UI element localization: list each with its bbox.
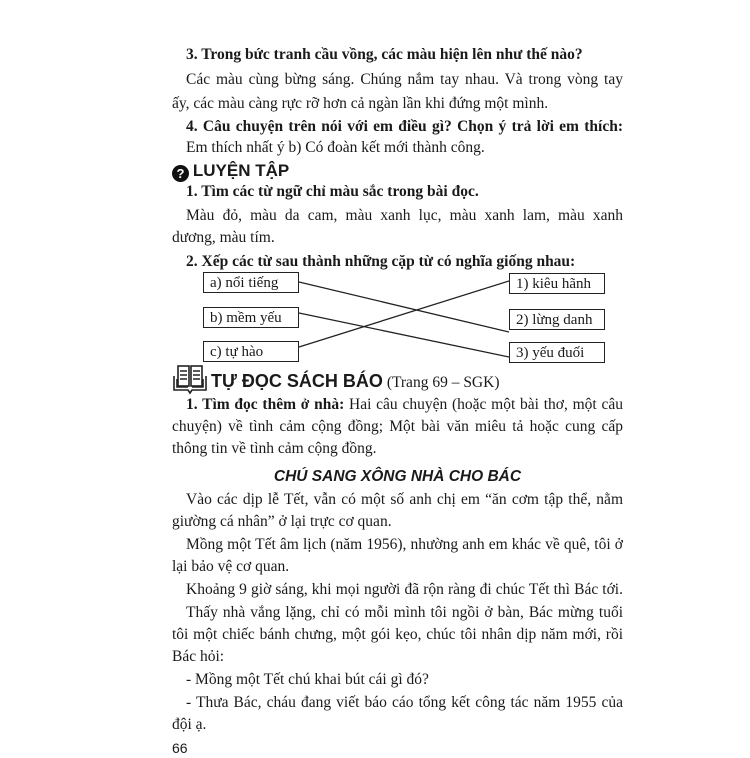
story-line: Bác hỏi: [172,648,225,665]
story-line: đội ạ. [172,716,207,733]
reading-source: (Trang 69 – SGK) [386,374,500,391]
ex1-title: 1. Tìm các từ ngữ chỉ màu sắc trong bài đọc. [186,183,479,200]
story-line: Khoảng 9 giờ sáng, khi mọi người đã rộn ràng đi chúc Tết thì Bác tới. [186,581,623,598]
right-word-box: 1) kiêu hãnh [509,273,605,294]
practice-heading-text: LUYỆN TẬP [192,161,290,180]
reading-heading-text: TỰ ĐỌC SÁCH BÁO [211,371,383,391]
left-word-box: a) nổi tiếng [203,272,299,293]
match-line [299,282,509,332]
match-line [299,281,509,347]
right-word-box: 2) lừng danh [509,309,605,330]
open-book-icon [172,364,208,396]
story-line: Thấy nhà vắng lặng, chỉ có mỗi mình tôi ngồi ở bàn, Bác mừng tuổi [186,604,623,621]
task-text: Hai câu chuyện (hoặc một bài thơ, một câu [344,396,623,413]
story-line: giường cá nhân” ở lại trực cơ quan. [172,513,392,530]
question-circle-icon: ? [172,165,189,182]
q4-answer: Em thích nhất ý b) Có đoàn kết mới thành công. [186,139,485,156]
story-title: CHÚ SANG XÔNG NHÀ CHO BÁC [273,468,522,485]
page-number: 66 [172,740,188,756]
q3-answer-line: Các màu cùng bừng sáng. Chúng nắm tay nhau. Và trong vòng tay [186,71,623,88]
match-line [299,313,509,357]
reading-task-line [172,395,623,415]
right-word-box: 3) yếu đuối [509,342,605,363]
ex2-title: 2. Xếp các từ sau thành những cặp từ có nghĩa giống nhau: [186,253,576,270]
story-line: lại bảo vệ cơ quan. [172,558,290,575]
story-line: - Thưa Bác, cháu đang viết báo cáo tổng kết công tác năm 1955 của [186,694,623,711]
reading-task-line: chuyện) về tình cảm cộng đồng; Một bài văn miêu tả hoặc cung cấp [172,418,623,435]
reading-task-line: thông tin về tình cảm cộng đồng. [172,440,377,457]
left-word-box: c) tự hào [203,341,299,362]
story-line: Vào các dịp lễ Tết, vẫn có một số anh chị em “ăn cơm tập thể, nằm [186,491,623,508]
q4-title: 4. Câu chuyện trên nói với em điều gì? Chọn ý trả lời em thích: [186,118,623,135]
story-line: - Mồng một Tết chú khai bút cái gì đó? [186,671,429,688]
story-line: Mồng một Tết âm lịch (năm 1956), nhường anh em khác về quê, tôi ở [186,536,623,553]
reading-heading [211,371,631,393]
ex1-answer-line: dương, màu tím. [172,229,275,246]
q3-title: 3. Trong bức tranh cầu vồng, các màu hiện lên như thế nào? [186,46,583,63]
story-line: tôi một chiếc bánh chưng, một gói kẹo, chúc tôi nhân dịp năm mới, rồi [172,626,623,643]
left-word-box: b) mềm yếu [203,307,299,328]
ex1-answer-line: Màu đỏ, màu da cam, màu xanh lục, màu xanh lam, màu xanh [186,207,623,224]
task-label: 1. Tìm đọc thêm ở nhà: [186,396,345,413]
q3-answer-line: ấy, các màu càng rực rỡ hơn cả ngàn lần khi đứng một mình. [172,95,549,112]
